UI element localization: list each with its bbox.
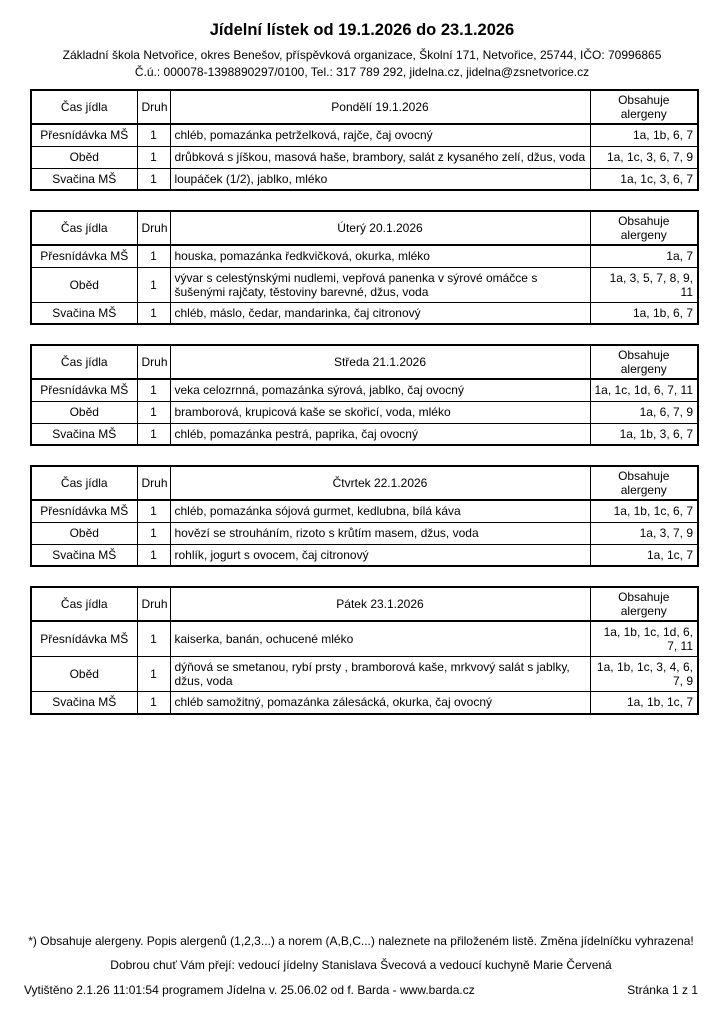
col-header-kind: Druh [137,466,170,500]
meal-time: Svačina MŠ [31,544,137,566]
meal-allergens: 1a, 1c, 7 [590,544,698,566]
meal-row-lunch [31,401,698,423]
meal-kind: 1 [137,401,170,423]
col-header-allergens: Obsahuje alergeny [590,587,698,621]
page-number: Stránka 1 z 1 [627,983,698,997]
meal-food: chléb, máslo, čedar, mandarinka, čaj citronový [170,302,590,324]
meal-food: bramborová, krupicová kaše se skořicí, voda, mléko [170,401,590,423]
meal-food: chléb, pomazánka petrželková, rajče, čaj ovocný [170,124,590,146]
meal-kind: 1 [137,657,170,692]
meal-food: vývar s celestýnskými nudlemi, vepřová panenka v sýrové omáčce s šušenými rajčaty, těstoviny barevné, džus, voda [170,267,590,302]
meal-allergens: 1a, 1b, 1c, 1d, 6, 7, 11 [590,621,698,657]
meal-food: rohlík, jogurt s ovocem, čaj citronový [170,544,590,566]
meal-food: veka celozrnná, pomazánka sýrová, jablko, čaj ovocný [170,379,590,401]
meal-kind: 1 [137,379,170,401]
meal-row-snack-pm [31,423,698,445]
menu-table-wednesday [30,344,699,446]
school-address-line: Základní škola Netvořice, okres Benešov, příspěvková organizace, Školní 171, Netvořice, 25744, IČO: 70996865 [62,48,662,62]
meal-time: Přesnídávka MŠ [31,379,137,401]
meal-allergens: 1a, 6, 7, 9 [590,401,698,423]
meal-time: Oběd [31,401,137,423]
meal-row-snack-pm [31,302,698,324]
meal-kind: 1 [137,522,170,544]
page-title: Jídelní lístek od 19.1.2026 do 23.1.2026 [209,21,515,39]
meal-kind: 1 [137,168,170,190]
header-row [31,466,698,500]
menu-table-thursday [30,465,699,567]
meal-time: Přesnídávka MŠ [31,245,137,267]
meal-kind: 1 [137,267,170,302]
meal-time: Svačina MŠ [31,168,137,190]
meal-food: loupáček (1/2), jablko, mléko [170,168,590,190]
col-header-meal-time: Čas jídla [31,211,137,245]
meal-allergens: 1a, 1b, 1c, 3, 4, 6, 7, 9 [590,657,698,692]
col-header-kind: Druh [137,90,170,124]
meal-allergens: 1a, 1c, 1d, 6, 7, 11 [590,379,698,401]
menu-table-tuesday [30,210,699,325]
menu-table-monday [30,89,699,191]
day-title-tuesday: Úterý 20.1.2026 [170,211,590,245]
meal-allergens: 1a, 1c, 3, 6, 7, 9 [590,146,698,168]
meal-kind: 1 [137,500,170,522]
meal-row-snack-am [31,500,698,522]
col-header-allergens: Obsahuje alergeny [590,90,698,124]
meal-allergens: 1a, 1b, 1c, 6, 7 [590,500,698,522]
meal-kind: 1 [137,302,170,324]
allergen-note: *) Obsahuje alergeny. Popis alergenů (1,2,3...) a norem (A,B,C...) naleznete na přiloženém listě. Změna jídelníčku vyhrazena! [28,934,694,948]
col-header-meal-time: Čas jídla [31,466,137,500]
header-row [31,90,698,124]
meal-food: hovězí se strouháním, rizoto s krůtím masem, džus, voda [170,522,590,544]
contact-line: Č.ú.: 000078-1398890297/0100, Tel.: 317 789 292, jidelna.cz, jidelna@zsnetvorice.cz [134,64,590,79]
meal-kind: 1 [137,621,170,657]
header-row [31,345,698,379]
meal-allergens: 1a, 1b, 3, 6, 7 [590,423,698,445]
meal-food: drůbková s jíškou, masová haše, brambory, salát z kysaného zelí, džus, voda [170,146,590,168]
day-title-wednesday: Středa 21.1.2026 [170,345,590,379]
meal-row-snack-pm [31,168,698,190]
meal-allergens: 1a, 1b, 6, 7 [590,124,698,146]
meal-food: houska, pomazánka ředkvičková, okurka, mléko [170,245,590,267]
col-header-allergens: Obsahuje alergeny [590,211,698,245]
meal-time: Svačina MŠ [31,423,137,445]
meal-food: chléb samožitný, pomazánka zálesácká, okurka, čaj ovocný [170,692,590,714]
col-header-kind: Druh [137,587,170,621]
day-title-thursday: Čtvrtek 22.1.2026 [170,466,590,500]
meal-time: Přesnídávka MŠ [31,500,137,522]
day-title-monday: Pondělí 19.1.2026 [170,90,590,124]
meal-kind: 1 [137,245,170,267]
col-header-meal-time: Čas jídla [31,90,137,124]
meal-row-snack-am [31,245,698,267]
bon-appetit-line: Dobrou chuť Vám přejí: vedoucí jídelny Stanislava Švecová a vedoucí kuchyně Marie Červená [110,958,612,972]
meal-row-lunch [31,267,698,302]
meal-row-snack-pm [31,544,698,566]
meal-food: chléb, pomazánka pestrá, paprika, čaj ovocný [170,423,590,445]
document-footer [24,934,698,998]
col-header-kind: Druh [137,211,170,245]
header-row [31,211,698,245]
meal-kind: 1 [137,544,170,566]
header-row [31,587,698,621]
meal-row-lunch [31,657,698,692]
meal-allergens: 1a, 3, 5, 7, 8, 9, 11 [590,267,698,302]
meal-row-lunch [31,522,698,544]
document-header [0,0,724,80]
meal-row-snack-pm [31,692,698,714]
meal-kind: 1 [137,146,170,168]
col-header-allergens: Obsahuje alergeny [590,345,698,379]
meal-allergens: 1a, 1b, 6, 7 [590,302,698,324]
meal-time: Oběd [31,146,137,168]
meal-row-lunch [31,146,698,168]
meal-food: kaiserka, banán, ochucené mléko [170,621,590,657]
meal-time: Svačina MŠ [31,692,137,714]
menu-tables [30,89,697,715]
meal-food: dýňová se smetanou, rybí prsty , bramborová kaše, mrkvový salát s jablky, džus, voda [170,657,590,692]
printed-info: Vytištěno 2.1.26 11:01:54 programem Jídelna v. 25.06.02 od f. Barda - www.barda.cz [24,983,475,997]
meal-kind: 1 [137,692,170,714]
meal-kind: 1 [137,124,170,146]
col-header-meal-time: Čas jídla [31,345,137,379]
meal-row-snack-am [31,621,698,657]
meal-allergens: 1a, 1b, 1c, 7 [590,692,698,714]
meal-allergens: 1a, 3, 7, 9 [590,522,698,544]
meal-time: Oběd [31,657,137,692]
col-header-kind: Druh [137,345,170,379]
meal-time: Přesnídávka MŠ [31,124,137,146]
meal-time: Oběd [31,267,137,302]
day-title-friday: Pátek 23.1.2026 [170,587,590,621]
meal-row-snack-am [31,124,698,146]
meal-allergens: 1a, 7 [590,245,698,267]
meal-time: Přesnídávka MŠ [31,621,137,657]
meal-food: chléb, pomazánka sójová gurmet, kedlubna, bílá káva [170,500,590,522]
meal-kind: 1 [137,423,170,445]
meal-time: Oběd [31,522,137,544]
meal-time: Svačina MŠ [31,302,137,324]
menu-table-friday [30,586,699,715]
meal-row-snack-am [31,379,698,401]
col-header-meal-time: Čas jídla [31,587,137,621]
meal-allergens: 1a, 1c, 3, 6, 7 [590,168,698,190]
col-header-allergens: Obsahuje alergeny [590,466,698,500]
